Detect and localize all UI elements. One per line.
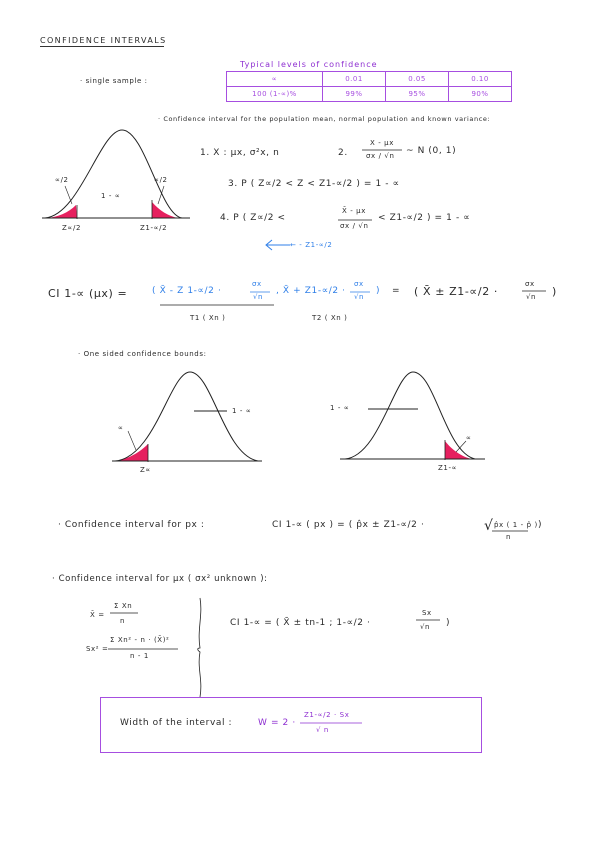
ci-main-term1: ( X̄ - Z 1-∝/2 ·: [152, 286, 222, 296]
ci-unknown-den: √n: [420, 623, 431, 631]
right-tail-fill: [152, 202, 178, 218]
xbar-num: Σ Xn: [114, 602, 133, 610]
table-cell: ∝: [227, 72, 323, 87]
ci-main-term2: , X̄ + Z1-∝/2 ·: [276, 286, 346, 296]
ci-main-t2-close: ): [376, 286, 381, 296]
table-cell: 0.10: [449, 72, 512, 87]
ci-main-rhs-den: √n: [526, 293, 537, 301]
step-4-rhs: < Z1-∝/2 ) = 1 - ∝: [378, 213, 471, 223]
xbar-lhs: X̄ =: [90, 611, 105, 619]
left-center-label: 1 - ∝: [232, 407, 252, 415]
z-right-label: Z1-∝/2: [140, 224, 168, 232]
width-pre: W = 2 ·: [258, 718, 296, 728]
t1-label: T1 ( Xn ): [190, 314, 226, 322]
left-z-label: Z∝: [140, 466, 151, 474]
step-4-den: σx / √n: [340, 222, 369, 230]
z-left-label: Z∝/2: [62, 224, 82, 232]
center-label: 1 - ∝: [101, 192, 121, 200]
ci-main-rhs-num: σx: [525, 280, 535, 288]
ci-prop-formula: CI 1-∝ ( px ) = ( p̂x ± Z1-∝/2 ·: [272, 520, 425, 530]
ci-main-t1-num: σx: [252, 280, 262, 288]
sx-den: n - 1: [130, 652, 149, 660]
ci-unknown-label: · Confidence interval for μx ( σx² unknown ):: [52, 574, 268, 584]
left-tail-fill-lower: [117, 444, 148, 461]
ci-prop-sqrt-den: n: [506, 533, 512, 541]
page-title: CONFIDENCE INTERVALS: [40, 36, 167, 45]
width-num: Z1-∝/2 · Sx: [304, 711, 350, 719]
right-center-label: 1 - ∝: [330, 404, 350, 412]
ci-main-t1-den: √n: [253, 293, 264, 301]
step-2-den: σx / √n: [366, 152, 395, 160]
left-tail-label: ∝/2: [55, 176, 69, 184]
ci-prop-close: ): [538, 520, 543, 530]
ci-unknown-formula: CI 1-∝ = ( X̄ ± tn-1 ; 1-∝/2 ·: [230, 618, 371, 628]
step-2-label: 2.: [338, 148, 348, 158]
ci-main-rhs: ( X̄ ± Z1-∝/2 ·: [414, 285, 498, 298]
ci-main-t2-den: √n: [354, 293, 365, 301]
step-2-rhs: ~ N (0, 1): [406, 146, 457, 156]
sx-lhs: Sx² =: [86, 645, 109, 653]
ci-main-rhs-close: ): [552, 285, 557, 298]
ci-mean-note: · Confidence interval for the population mean, normal population and known variance:: [158, 115, 491, 123]
bell-curve: [45, 130, 182, 218]
table-cell: 90%: [449, 87, 512, 102]
ci-unknown-num: Sx: [422, 609, 432, 617]
ci-main-eq: =: [392, 286, 401, 296]
right-tail-label: ∝/2: [154, 176, 168, 184]
table-cell: 0.05: [386, 72, 449, 87]
right-alpha-label: ∝: [466, 434, 472, 442]
step-4-label: 4. P ( Z∝/2 <: [220, 213, 286, 223]
single-sample-label: · single sample :: [80, 77, 148, 85]
ci-unknown-close: ): [446, 618, 451, 628]
ci-prop-label: · Confidence interval for px :: [58, 520, 205, 530]
width-label: Width of the interval :: [120, 718, 233, 728]
sqrt-icon: √: [484, 518, 493, 534]
ci-prop-sqrt-num: p̂x ( 1 - p̂ ): [494, 521, 538, 529]
ci-main-t2-num: σx: [354, 280, 364, 288]
table-cell: 95%: [386, 87, 449, 102]
bell-curve-lower: [115, 372, 258, 461]
width-den: √ n: [316, 726, 329, 734]
t2-label: T2 ( Xn ): [312, 314, 348, 322]
table-cell: 99%: [323, 87, 386, 102]
sx-num: Σ Xn² - n · (X̄)²: [110, 636, 170, 644]
right-z-label: Z1-∝: [438, 464, 458, 472]
step-4-num: X̄ - μx: [342, 207, 366, 215]
step-2-num: X - μx: [370, 139, 394, 147]
step-1: 1. X : μx, σ²x, n: [200, 148, 280, 158]
bell-curve-right: [345, 372, 475, 459]
table-cell: 0.01: [323, 72, 386, 87]
one-sided-heading: · One sided confidence bounds:: [78, 350, 207, 358]
table-caption: Typical levels of confidence: [240, 60, 378, 69]
left-alpha-label: ∝: [118, 424, 124, 432]
table-cell: 100 (1-∝)%: [227, 87, 323, 102]
step-3: 3. P ( Z∝/2 < Z < Z1-∝/2 ) = 1 - ∝: [228, 179, 400, 189]
ci-main-lhs: CI 1-∝ (μx) =: [48, 287, 128, 300]
brace: [198, 598, 201, 697]
step-4-note: ← - Z1-∝/2: [290, 241, 333, 249]
xbar-den: n: [120, 617, 126, 625]
